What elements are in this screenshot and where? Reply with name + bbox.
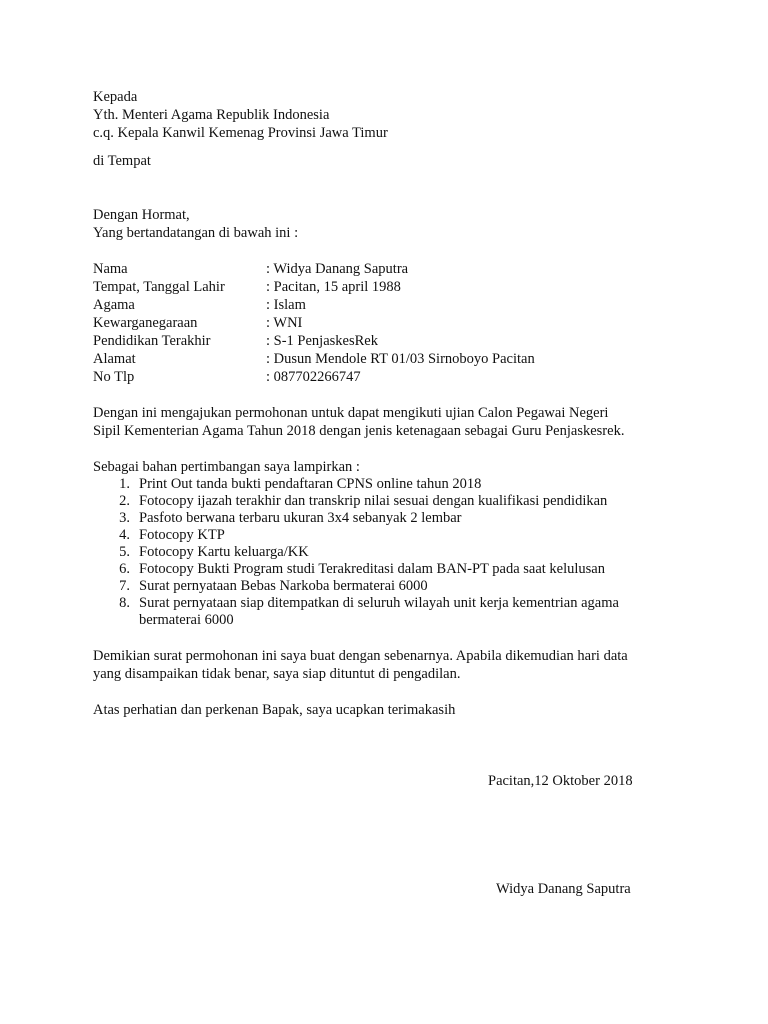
recipient-place: di Tempat — [93, 153, 151, 169]
list-item: Surat pernyataan siap ditempatkan di seluruh wilayah unit kerja kementrian agama — [139, 595, 619, 611]
closing-line-1: Demikian surat permohonan ini saya buat dengan sebenarnya. Apabila dikemudian hari data — [93, 648, 628, 664]
list-number: 3. — [119, 510, 130, 526]
list-number: 2. — [119, 493, 130, 509]
greeting: Dengan Hormat, — [93, 207, 190, 223]
list-number: 6. — [119, 561, 130, 577]
intro-text: Yang bertandatangan di bawah ini : — [93, 225, 299, 241]
identity-label: Agama — [93, 297, 135, 313]
identity-value: : Pacitan, 15 april 1988 — [266, 279, 401, 295]
list-number: 5. — [119, 544, 130, 560]
list-item: Fotocopy ijazah terakhir dan transkrip nilai sesuai dengan kualifikasi pendidikan — [139, 493, 608, 509]
signer-name: Widya Danang Saputra — [496, 881, 631, 897]
list-item: Fotocopy Kartu keluarga/KK — [139, 544, 309, 560]
identity-value: : Dusun Mendole RT 01/03 Sirnoboyo Pacitan — [266, 351, 535, 367]
identity-value: : 087702266747 — [266, 369, 361, 385]
place-date: Pacitan,12 Oktober 2018 — [488, 773, 633, 789]
list-number: 7. — [119, 578, 130, 594]
identity-label: Pendidikan Terakhir — [93, 333, 211, 349]
list-number: 1. — [119, 476, 130, 492]
recipient-line-3: c.q. Kepala Kanwil Kemenag Provinsi Jawa Timur — [93, 125, 388, 141]
identity-value: : S-1 PenjaskesRek — [266, 333, 378, 349]
identity-value: : Widya Danang Saputra — [266, 261, 409, 277]
list-item-continuation: bermaterai 6000 — [139, 612, 234, 628]
request-line-1: Dengan ini mengajukan permohonan untuk dapat mengikuti ujian Calon Pegawai Negeri — [93, 405, 609, 421]
request-line-2: Sipil Kementerian Agama Tahun 2018 dengan jenis ketenagaan sebagai Guru Penjaskesrek. — [93, 423, 625, 439]
list-item: Print Out tanda bukti pendaftaran CPNS online tahun 2018 — [139, 476, 482, 492]
list-item: Pasfoto berwana terbaru ukuran 3x4 sebanyak 2 lembar — [139, 510, 462, 526]
attachments-intro: Sebagai bahan pertimbangan saya lampirkan : — [93, 459, 360, 475]
identity-label: No Tlp — [93, 369, 135, 385]
identity-value: : Islam — [266, 297, 306, 313]
list-number: 4. — [119, 527, 130, 543]
identity-label: Alamat — [93, 351, 136, 367]
recipient-line-2: Yth. Menteri Agama Republik Indonesia — [93, 107, 330, 123]
identity-label: Nama — [93, 261, 128, 277]
identity-value: : WNI — [266, 315, 303, 331]
closing-line-2: yang disampaikan tidak benar, saya siap dituntut di pengadilan. — [93, 666, 461, 682]
recipient-line-1: Kepada — [93, 89, 138, 105]
identity-label: Tempat, Tanggal Lahir — [93, 279, 225, 295]
list-number: 8. — [119, 595, 130, 611]
identity-label: Kewarganegaraan — [93, 315, 198, 331]
list-item: Surat pernyataan Bebas Narkoba bermaterai 6000 — [139, 578, 428, 594]
list-item: Fotocopy Bukti Program studi Terakreditasi dalam BAN-PT pada saat kelulusan — [139, 561, 605, 577]
list-item: Fotocopy KTP — [139, 527, 225, 543]
thanks-text: Atas perhatian dan perkenan Bapak, saya ucapkan terimakasih — [93, 702, 456, 718]
